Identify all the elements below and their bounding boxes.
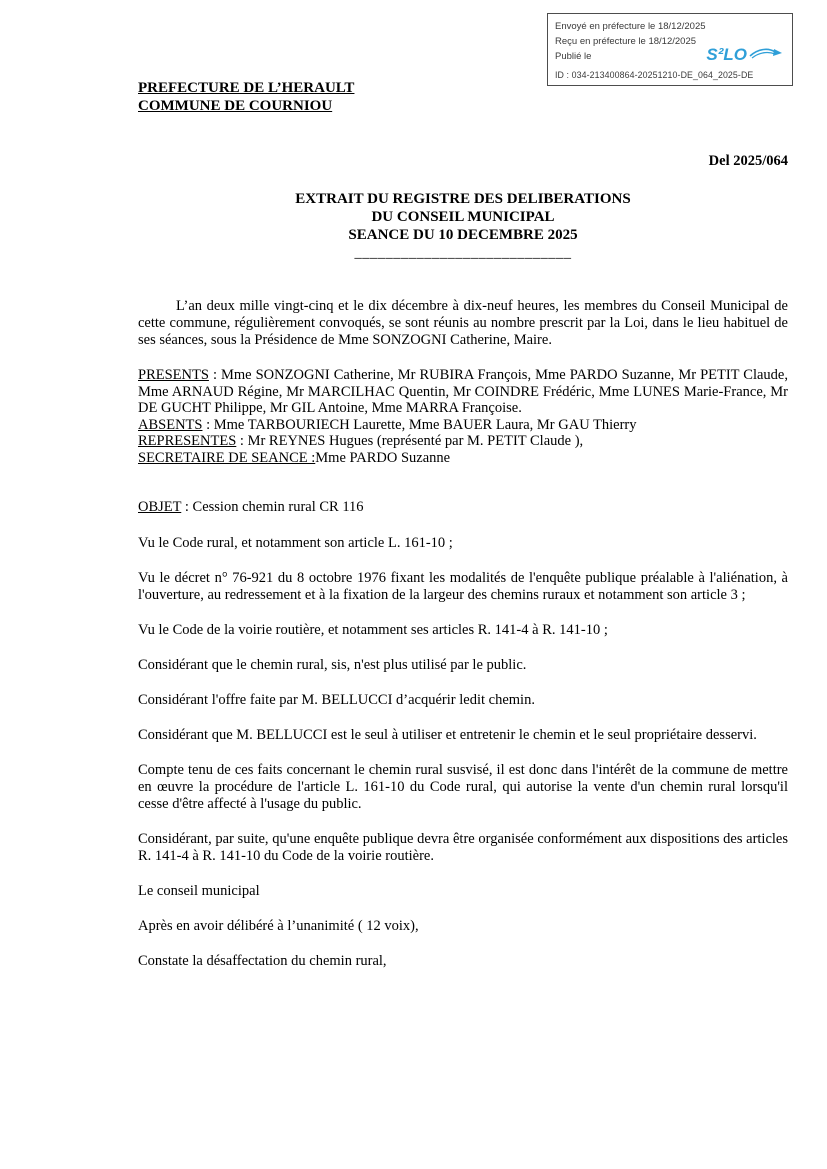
stamp-sent-line: Envoyé en préfecture le 18/12/2025 xyxy=(555,21,706,32)
slo-logo-text: S²LO xyxy=(706,45,747,64)
secretaire-label: SECRETAIRE DE SEANCE : xyxy=(138,449,316,466)
deliberation-number: Del 2025/064 xyxy=(708,153,788,170)
title-line-2: DU CONSEIL MUNICIPAL xyxy=(371,209,555,226)
stamp-published-line: Publié le xyxy=(555,51,592,63)
stamp-id-line: ID : 034-213400864-20251210-DE_064_2025-DE xyxy=(555,69,754,80)
paragraph-conseil-municipal: Le conseil municipal xyxy=(138,883,260,900)
paragraph-vu-code-rural: Vu le Code rural, et notamment son article L. 161-10 ; xyxy=(138,535,453,552)
objet-label: OBJET xyxy=(138,499,182,516)
absents-text: : Mme TARBOURIECH Laurette, Mme BAUER Laura, Mr GAU Thierry xyxy=(202,416,637,433)
absents-label: ABSENTS xyxy=(138,416,203,433)
absents-line xyxy=(138,417,788,434)
paragraph-considerant-chemin: Considérant que le chemin rural, sis, n'est plus utilisé par le public. xyxy=(138,657,527,674)
representes-label: REPRESENTES xyxy=(138,433,237,450)
objet-text: : Cession chemin rural CR 116 xyxy=(181,499,364,516)
paragraph-deliberation-unanimite: Après en avoir délibéré à l’unanimité ( 12 voix), xyxy=(138,918,419,935)
prefecture-title: PREFECTURE DE L’HERAULT xyxy=(138,80,355,96)
prefecture-stamp xyxy=(547,13,793,86)
title-line-1: EXTRAIT DU REGISTRE DES DELIBERATIONS xyxy=(295,191,631,208)
paragraph-considerant-bellucci: Considérant que M. BELLUCCI est le seul à utiliser et entretenir le chemin et le seul propriétaire desservi. xyxy=(138,727,757,744)
paragraph-constate-desaffectation: Constate la désaffectation du chemin rural, xyxy=(138,953,387,970)
slo-logo xyxy=(706,41,783,68)
document-title xyxy=(138,190,788,244)
paragraph-intro: L’an deux mille vingt-cinq et le dix décembre à dix-neuf heures, les membres du Conseil Municipal de cette commune, régulièrement convoqués, se sont réunis au nombre prescrit par la Loi, dans le lieu habituel de ses séances, sous la Présidence de Mme SONZOGNI Catherine, Maire. xyxy=(138,298,788,349)
paragraph-considerant-offre: Considérant l'offre faite par M. BELLUCCI d’acquérir ledit chemin. xyxy=(138,692,535,709)
title-line-3: SEANCE DU 10 DECEMBRE 2025 xyxy=(348,227,578,244)
paragraph-considerant-enquete: Considérant, par suite, qu'une enquête publique devra être organisée conformément aux dispositions des articles R. 141-4 à R. 141-10 du Code de la voirie routière. xyxy=(138,831,788,865)
objet-line xyxy=(138,499,788,516)
presents-text: : Mme SONZOGNI Catherine, Mr RUBIRA François, Mme PARDO Suzanne, Mr PETIT Claude, Mme ARNAUD Régine, Mr MARCILHAC Quentin, Mr COINDRE Frédéric, Mme LUNES Marie-France, Mr DE GUCHT Philippe, Mr GIL Antoine, Mme MARRA Françoise. xyxy=(138,367,788,417)
secretaire-text: Mme PARDO Suzanne xyxy=(315,449,451,466)
paragraph-vu-code-voirie: Vu le Code de la voirie routière, et notamment ses articles R. 141-4 à R. 141-10 ; xyxy=(138,622,608,639)
representes-text: : Mr REYNES Hugues (représenté par M. PETIT Claude ), xyxy=(236,433,584,450)
title-separator: ____________________________ xyxy=(354,245,572,262)
presents-label: PRESENTS xyxy=(138,367,209,384)
paragraph-vu-decret: Vu le décret n° 76-921 du 8 octobre 1976 fixant les modalités de l'enquête publique préalable à l'aliénation, à l'ouverture, au redressement et à la fixation de la largeur des chemins ruraux et notamment son article 3 ; xyxy=(138,570,788,604)
paragraph-compte-tenu: Compte tenu de ces faits concernant le chemin rural susvisé, il est donc dans l'intérêt de la commune de mettre en œuvre la procédure de l'article L. 161-10 du Code rural, qui autorise la vente d'un chemin rural lorsqu'il cesse d'être affecté à l'usage du public. xyxy=(138,762,788,813)
stamp-received-line: Reçu en préfecture le 18/12/2025 xyxy=(555,36,697,48)
commune-title: COMMUNE DE COURNIOU xyxy=(138,97,333,114)
slo-swoosh-icon xyxy=(749,41,783,68)
presents-line xyxy=(138,367,788,417)
representes-line xyxy=(138,433,788,450)
secretaire-line xyxy=(138,450,788,467)
